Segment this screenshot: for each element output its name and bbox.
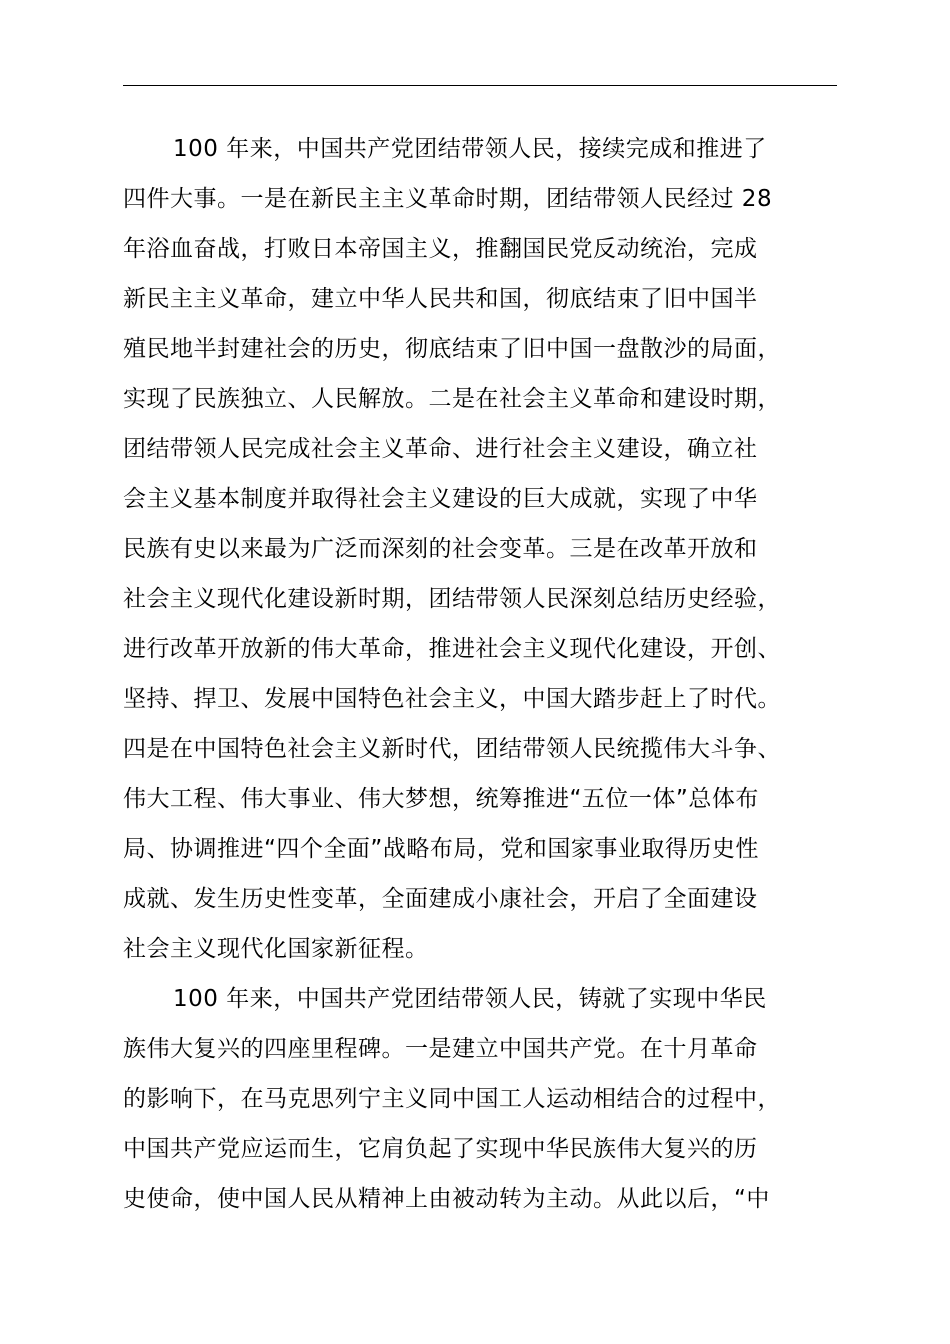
paragraph-1 [123,124,868,974]
text-line: 四件大事。一是在新民主主义革命时期，团结带领人民经过 28 [123,186,773,212]
text-line: 殖民地半封建社会的历史，彻底结束了旧中国一盘散沙的局面， [123,336,781,362]
body-text [123,124,868,1224]
text-line: 100 年来，中国共产党团结带领人民，铸就了实现中华民 [173,986,767,1012]
text-line: 族伟大复兴的四座里程碑。一是建立中国共产党。在十月革命 [123,1036,758,1062]
text-line: 实现了民族独立、人民解放。二是在社会主义革命和建设时期， [123,386,781,412]
text-line: 伟大工程、伟大事业、伟大梦想，统筹推进“五位一体”总体布 [123,786,759,812]
paragraph-2 [123,974,868,1224]
text-line: 中国共产党应运而生，它肩负起了实现中华民族伟大复兴的历 [123,1136,758,1162]
text-line: 民族有史以来最为广泛而深刻的社会变革。三是在改革开放和 [123,536,758,562]
text-line: 社会主义现代化建设新时期，团结带领人民深刻总结历史经验， [123,586,781,612]
header-rule [123,85,837,86]
text-line: 社会主义现代化国家新征程。 [123,936,429,962]
text-line: 成就、发生历史性变革，全面建成小康社会，开启了全面建设 [123,886,758,912]
text-line: 史使命，使中国人民从精神上由被动转为主动。从此以后，“中 [123,1186,770,1212]
text-line: 年浴血奋战，打败日本帝国主义，推翻国民党反动统治，完成 [123,236,758,262]
text-line: 100 年来，中国共产党团结带领人民，接续完成和推进了 [173,136,767,162]
text-line: 坚持、捍卫、发展中国特色社会主义，中国大踏步赶上了时代。 [123,686,781,712]
text-line: 四是在中国特色社会主义新时代，团结带领人民统揽伟大斗争、 [123,736,781,762]
text-line: 局、协调推进“四个全面”战略布局，党和国家事业取得历史性 [123,836,759,862]
text-line: 新民主主义革命，建立中华人民共和国，彻底结束了旧中国半 [123,286,758,312]
text-line: 的影响下，在马克思列宁主义同中国工人运动相结合的过程中， [123,1086,781,1112]
text-line: 会主义基本制度并取得社会主义建设的巨大成就，实现了中华 [123,486,758,512]
text-line: 进行改革开放新的伟大革命，推进社会主义现代化建设，开创、 [123,636,781,662]
text-line: 团结带领人民完成社会主义革命、进行社会主义建设，确立社 [123,436,758,462]
